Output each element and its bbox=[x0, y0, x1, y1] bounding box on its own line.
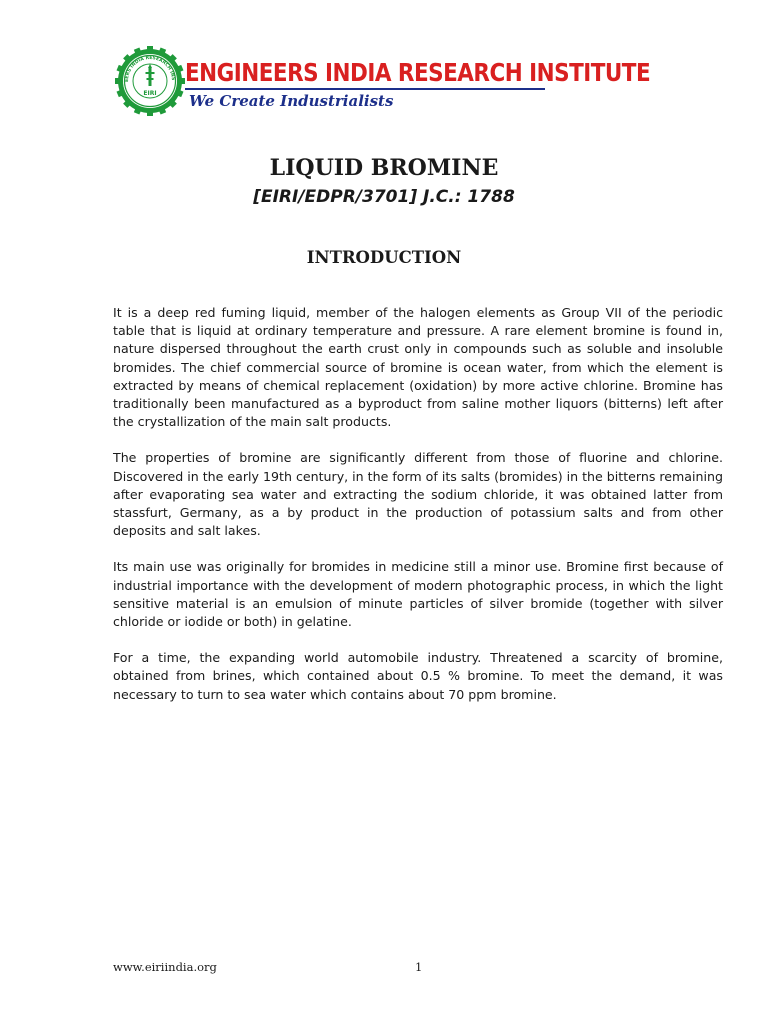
paragraph: Its main use was originally for bromides in medicine still a minor use. Bromine first because of industrial importance with the development of modern photographic process, in which the light sensitive material is an emulsion of minute particles of silver bromide (together with silver chloride or iodide or both) in gelatine. bbox=[113, 559, 723, 630]
brand-header bbox=[115, 46, 651, 120]
document-title: LIQUID BROMINE bbox=[269, 155, 499, 181]
seal-ring-text: EERS INDIA RESEARCH INS bbox=[124, 55, 176, 83]
eiri-seal-logo bbox=[115, 46, 185, 116]
paragraph: For a time, the expanding world automobile industry. Threatened a scarcity of bromine, obtained from brines, which contained about 0.5 % bromine. To meet the demand, it was necessary to turn to sea water which contains about 70 ppm bromine. bbox=[113, 650, 723, 702]
brand-divider bbox=[185, 88, 545, 90]
brand-name: ENGINEERS INDIA RESEARCH INSTITUTE bbox=[185, 58, 651, 87]
seal-initials: EIRI bbox=[143, 90, 157, 97]
brand-tagline: We Create Industrialists bbox=[189, 92, 394, 110]
body-text bbox=[113, 304, 723, 722]
footer-url[interactable]: www.eiriindia.org bbox=[113, 960, 217, 974]
paragraph: It is a deep red fuming liquid, member of the halogen elements as Group VII of the periodic table that is liquid at ordinary temperature and pressure. A rare element bromine is found in, nature dispersed throughout the earth crust only in compounds such as soluble and insoluble bromides. The chief commercial source of bromine is ocean water, from which the element is extracted by means of chemical replacement (oxidation) by more active chlorine. Bromine has traditionally been manufactured as a byproduct from saline mother liquors (bitterns) left after the crystallization of the main salt products. bbox=[113, 305, 723, 430]
section-heading: INTRODUCTION bbox=[306, 248, 462, 267]
paragraph: The properties of bromine are significantly different from those of fluorine and chlorine. Discovered in the early 19th century, in the form of its salts (bromides) in the bitterns remaining after evaporating sea water and extracting the sodium chloride, it was obtained latter from stassfurt, Germany, as a by product in the production of potassium salts and from other deposits and salt lakes. bbox=[113, 450, 723, 539]
page-number: 1 bbox=[415, 960, 423, 974]
document-reference: [EIRI/EDPR/3701] J.C.: 1788 bbox=[253, 187, 515, 207]
